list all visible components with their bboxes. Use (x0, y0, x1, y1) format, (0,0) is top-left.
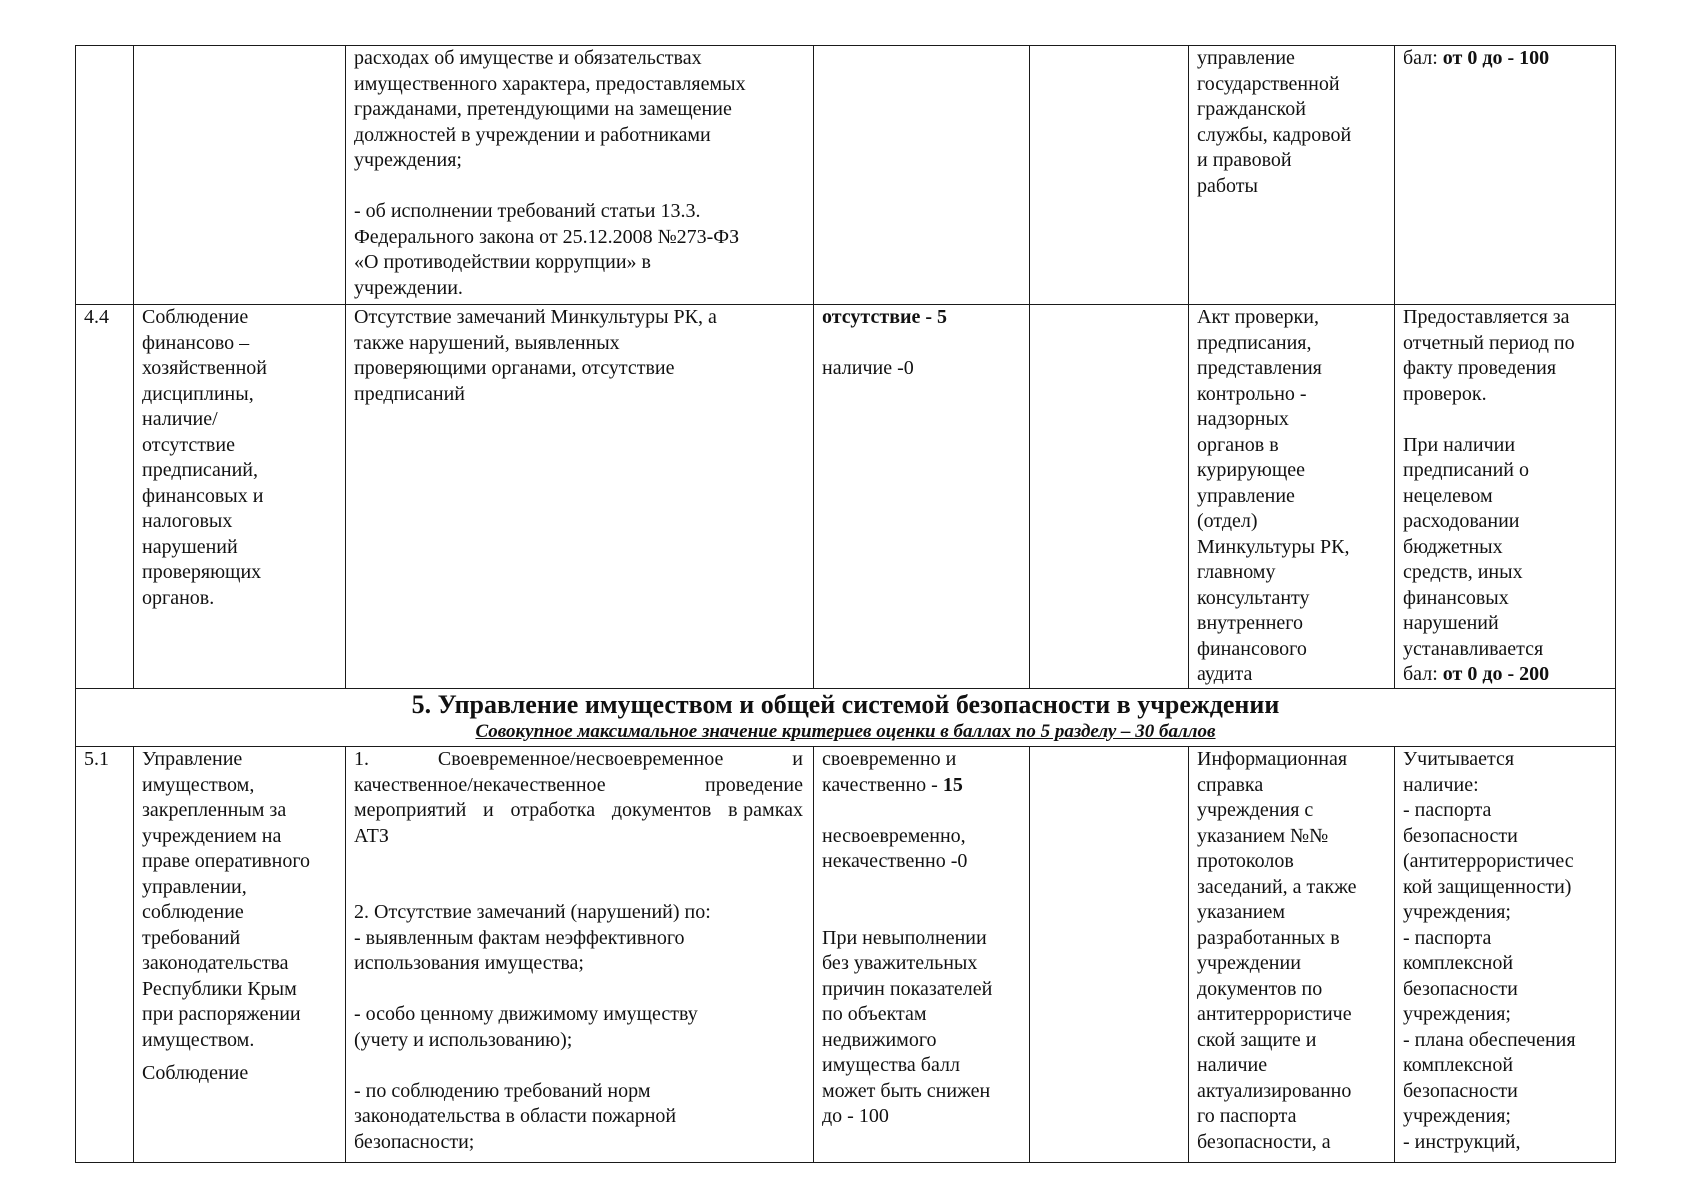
text-line: учреждением на (142, 824, 282, 847)
text-line: государственной (1197, 72, 1340, 95)
text-line: расходах об имуществе и обязательствах (354, 47, 702, 69)
text-line: причин показателей (822, 977, 993, 1000)
text-line: - выявленным фактам неэффективного (354, 926, 685, 949)
text-line: отчетный период по (1403, 331, 1575, 354)
text-line: использования имущества; (354, 952, 584, 974)
text-line: - особо ценному движимому имуществу (354, 1003, 698, 1025)
table-row-4-4 (76, 305, 1616, 689)
cell-score (814, 46, 1030, 305)
score-present: наличие -0 (822, 357, 914, 379)
text-line: комплексной (1403, 1054, 1514, 1076)
text-line: несвоевременно, (822, 824, 966, 847)
text-line: указанием (1197, 901, 1286, 923)
description-block-1 (354, 46, 805, 174)
text-line: - паспорта (1403, 799, 1492, 821)
text-line: Отсутствие замечаний Минкультуры РК, а (354, 306, 717, 328)
table-row-previous (76, 46, 1616, 305)
text-line: праве оперативного (142, 850, 311, 872)
text-line: проверяющими органами, отсутствие (354, 357, 675, 379)
text-line: протоколов (1197, 850, 1294, 872)
text-line: предписаний, (142, 459, 259, 481)
text-line: факту проведения (1403, 357, 1557, 379)
description-block-2 (354, 199, 805, 301)
text-line: аудита (1197, 663, 1253, 685)
cell-criterion-name (134, 46, 346, 305)
text-line: управлении, (142, 875, 247, 898)
cell-note (1395, 747, 1616, 1163)
cell-empty (1030, 305, 1189, 689)
text-line: (отдел) (1197, 510, 1258, 532)
cell-criterion-name (134, 747, 346, 1163)
section-title: 5. Управление имуществом и общей системой безопасности в учреждении (411, 690, 1280, 719)
text-line: комплексной (1403, 952, 1514, 974)
text-line: финансового (1197, 637, 1307, 660)
text-line: безопасности (1403, 977, 1518, 1000)
criterion-item-3 (354, 1002, 805, 1053)
text-line: Федерального закона от 25.12.2008 №273-ФЗ (354, 225, 740, 248)
text-line: - паспорта (1403, 926, 1492, 949)
cell-number (76, 46, 134, 305)
text-line: наличие (1197, 1054, 1268, 1076)
text-line: кой защищенности) (1403, 875, 1572, 898)
section-header-row (76, 689, 1616, 747)
text-line: гражданской (1197, 98, 1306, 120)
text-line: некачественно -0 (822, 850, 968, 872)
cell-number: 4.4 (76, 305, 134, 689)
table-row-5-1 (76, 747, 1616, 1163)
text-line: представления (1197, 357, 1322, 379)
text-line: документов по (1197, 977, 1323, 1000)
score-absent: отсутствие - 5 (822, 306, 948, 328)
text-line: налоговых (142, 510, 233, 532)
text-line: работы (1197, 174, 1258, 197)
text-line: нарушений (142, 535, 238, 558)
text-line: консультанту (1197, 586, 1310, 609)
text-line: безопасности, а (1197, 1130, 1331, 1153)
text-line: Республики Крым (142, 977, 297, 1000)
text-line: учреждении (1197, 952, 1301, 974)
text-line: законодательства (142, 952, 289, 974)
text-line: также нарушений, выявленных (354, 331, 620, 354)
text-line: Соблюдение (142, 1062, 249, 1084)
cell-score (814, 305, 1030, 689)
text-line: законодательства в области пожарной (354, 1105, 677, 1127)
text-line: предписаний (354, 382, 466, 405)
text-line: учреждения; (354, 149, 462, 171)
text-line: недвижимого (822, 1028, 937, 1051)
document-page (75, 45, 1615, 1163)
text-line: Управление (142, 748, 243, 770)
text-line: соблюдение (142, 901, 244, 923)
text-line: ской защите и (1197, 1028, 1317, 1051)
text-line: учреждении. (354, 276, 463, 299)
text-line: устанавливается (1403, 637, 1544, 660)
criteria-table (75, 45, 1616, 1163)
text-line: контрольно - (1197, 382, 1307, 405)
criterion-item-4 (354, 1079, 805, 1156)
cell-criterion-description (346, 46, 814, 305)
text-line: Информационная (1197, 748, 1348, 770)
cell-note (1395, 46, 1616, 305)
text-line: - инструкций, (1403, 1130, 1521, 1153)
text-line: актуализированно (1197, 1079, 1352, 1102)
section-subtitle: Совокупное максимальное значение критериев оценки в баллах по 5 разделу – 30 баллов (475, 721, 1216, 742)
text-line: (учету и использованию); (354, 1028, 573, 1051)
text-line: проверок. (1403, 382, 1487, 405)
text-line: должностей в учреждении и работниками (354, 123, 711, 146)
text-line: Акт проверки, (1197, 306, 1319, 328)
text-line: - по соблюдению требований норм (354, 1079, 651, 1102)
text-line: гражданами, претендующими на замещение (354, 98, 732, 120)
score-range-line: бал: от 0 до - 100 (1403, 47, 1550, 69)
text-line: Минкультуры РК, (1197, 535, 1350, 558)
text-line: заседаний, а также (1197, 875, 1357, 898)
cell-score (814, 747, 1030, 1163)
cell-document (1189, 46, 1395, 305)
cell-criterion-description (346, 747, 814, 1163)
cell-criterion-name (134, 305, 346, 689)
cell-empty (1030, 46, 1189, 305)
criterion-item-1: 1. Своевременное/несвоевременное и качественное/некачественное проведение мероприятий и отработка документов в рамках АТЗ (354, 748, 808, 847)
text-line: курирующее (1197, 459, 1305, 481)
text-line: го паспорта (1197, 1105, 1297, 1127)
text-line: 2. Отсутствие замечаний (нарушений) по: (354, 901, 711, 923)
text-line: отсутствие (142, 433, 235, 456)
text-line: имущества балл (822, 1054, 960, 1076)
section-header-cell (76, 689, 1616, 747)
text-line: предписания, (1197, 331, 1312, 354)
text-line: может быть снижен (822, 1079, 991, 1102)
text-line: финансово – (142, 331, 250, 354)
text-line: безопасности (1403, 1079, 1518, 1102)
text-line: нарушений (1403, 612, 1499, 634)
text-line: хозяйственной (142, 357, 267, 379)
text-line: и правовой (1197, 149, 1292, 171)
text-line: предписаний о (1403, 459, 1530, 481)
text-line: (антитеррористичес (1403, 850, 1574, 872)
cell-number: 5.1 (76, 747, 134, 1163)
text-line: управление (1197, 484, 1295, 507)
text-line: дисциплины, (142, 382, 254, 405)
text-line: разработанных в (1197, 926, 1340, 949)
text-line: по объектам (822, 1003, 927, 1025)
text-line: Предоставляется за (1403, 306, 1570, 328)
text-line: безопасности; (354, 1130, 475, 1153)
text-line: закрепленным за (142, 799, 287, 821)
text-line: финансовых (1403, 586, 1509, 609)
text-line: - об исполнении требований статьи 13.3. (354, 200, 701, 222)
cell-note (1395, 305, 1616, 689)
text-line: нецелевом (1403, 484, 1493, 507)
text-line: надзорных (1197, 408, 1289, 430)
text-line: указанием №№ (1197, 824, 1329, 847)
text-line: главному (1197, 561, 1276, 583)
text-line: органов. (142, 586, 215, 609)
text-line: При наличии (1403, 433, 1516, 456)
text-line: - плана обеспечения (1403, 1028, 1576, 1051)
score-range-line: бал: от 0 до - 200 (1403, 663, 1550, 685)
cell-document (1189, 747, 1395, 1163)
text-line: управление (1197, 47, 1295, 69)
text-line: «О противодействии коррупции» в (354, 251, 651, 273)
score-timely: качественно - 15 (822, 773, 963, 796)
text-line: финансовых и (142, 484, 264, 507)
text-line: антитеррористиче (1197, 1003, 1352, 1025)
text-line: учреждения; (1403, 1003, 1511, 1025)
text-line: имуществом. (142, 1028, 255, 1051)
text-line: справка (1197, 773, 1264, 796)
text-line: Учитывается (1403, 748, 1515, 770)
text-line: службы, кадровой (1197, 123, 1352, 146)
text-line: наличие/ (142, 408, 218, 430)
cell-criterion-description (346, 305, 814, 689)
text-line: учреждения; (1403, 901, 1511, 923)
text-line: учреждения; (1403, 1105, 1511, 1127)
text-line: при распоряжении (142, 1003, 301, 1025)
text-line: Соблюдение (142, 306, 249, 328)
cell-document (1189, 305, 1395, 689)
text-line: без уважительных (822, 952, 978, 974)
text-line: до - 100 (822, 1105, 889, 1127)
text-line: требований (142, 926, 241, 949)
text-line: органов в (1197, 433, 1279, 456)
text-line: расходовании (1403, 510, 1520, 532)
text-line: внутреннего (1197, 612, 1303, 634)
text-line: своевременно и (822, 748, 957, 770)
text-line: проверяющих (142, 561, 262, 583)
text-line: имущественного характера, предоставляемых (354, 72, 746, 95)
text-line: учреждения с (1197, 799, 1314, 821)
text-line: средств, иных (1403, 561, 1523, 583)
text-line: При невыполнении (822, 926, 987, 949)
text-line: имуществом, (142, 773, 255, 796)
text-line: безопасности (1403, 824, 1518, 847)
text-line: наличие: (1403, 773, 1479, 796)
cell-empty (1030, 747, 1189, 1163)
text-line: бюджетных (1403, 535, 1503, 558)
criterion-item-2 (354, 900, 805, 977)
